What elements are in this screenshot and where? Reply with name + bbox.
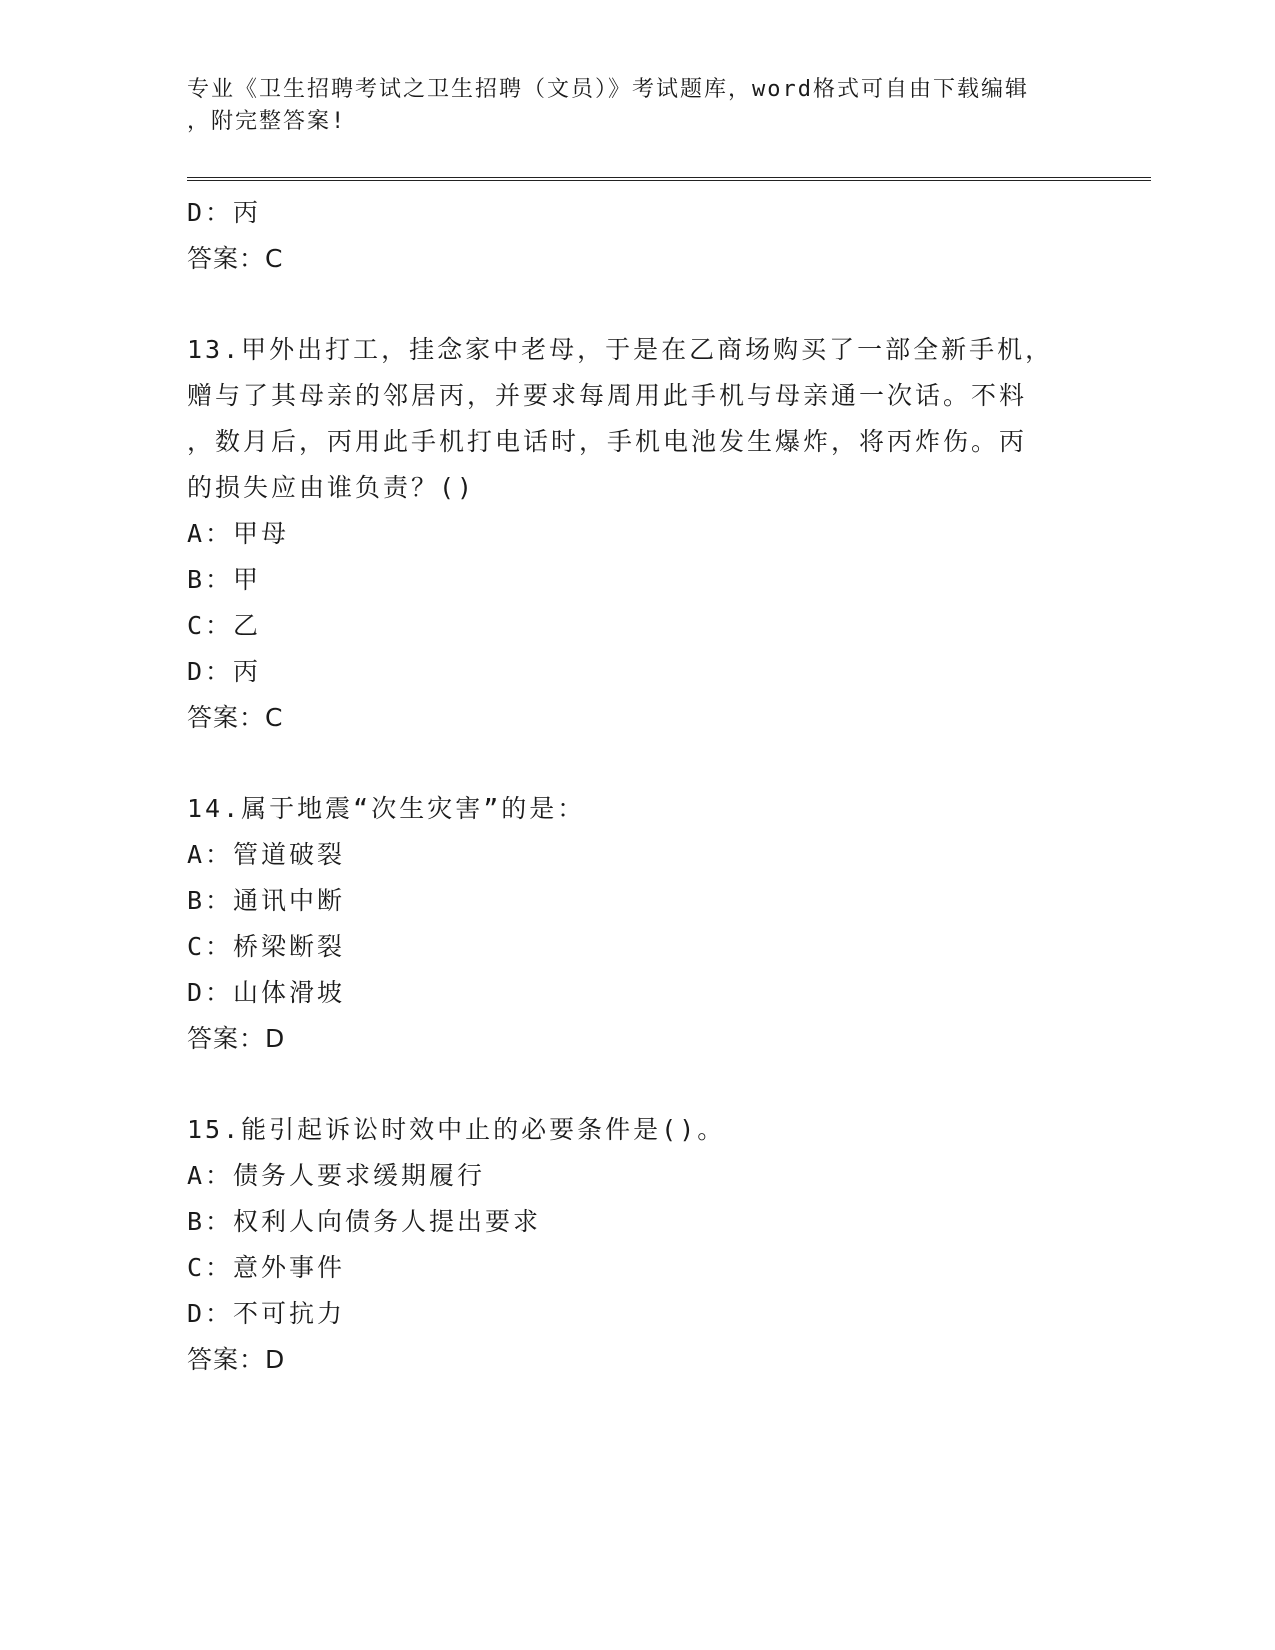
option-a: A：甲母: [187, 519, 290, 548]
question-text-line: 13.甲外出打工，挂念家中老母，于是在乙商场购买了一部全新手机，: [187, 335, 1054, 364]
option-d: D：不可抗力: [187, 1299, 346, 1328]
question-15: [187, 1107, 1087, 1383]
spacer: [187, 282, 1087, 327]
option-a: A：管道破裂: [187, 840, 346, 869]
option-c: C：桥梁断裂: [187, 932, 346, 961]
answer: 答案：D: [187, 1345, 286, 1374]
question-text-line: 14.属于地震“次生灾害”的是：: [187, 794, 586, 823]
header-line-2: ，附完整答案!: [187, 109, 347, 134]
header-line-1: 专业《卫生招聘考试之卫生招聘（文员）》考试题库，word格式可自由下载编辑: [187, 77, 1029, 102]
option-c: C：意外事件: [187, 1253, 346, 1282]
option-a: A：债务人要求缓期履行: [187, 1161, 486, 1190]
question-13: [187, 327, 1087, 741]
option-b: B：甲: [187, 565, 262, 594]
question-content: [187, 190, 1087, 1383]
header-divider: [187, 177, 1151, 181]
prev-answer: 答案：C: [187, 244, 284, 273]
option-b: B：权利人向债务人提出要求: [187, 1207, 542, 1236]
spacer: [187, 741, 1087, 786]
spacer: [187, 1062, 1087, 1107]
prev-option-d: D：丙: [187, 198, 262, 227]
question-text-line: 的损失应由谁负责？(): [187, 473, 476, 502]
option-d: D：山体滑坡: [187, 978, 346, 1007]
option-c: C：乙: [187, 611, 262, 640]
option-d: D：丙: [187, 657, 262, 686]
option-b: B：通讯中断: [187, 886, 346, 915]
answer: 答案：C: [187, 703, 284, 732]
question-text-line: ，数月后，丙用此手机打电话时，手机电池发生爆炸，将丙炸伤。丙: [187, 427, 1028, 456]
page-header: [187, 74, 1087, 138]
question-text-line: 15.能引起诉讼时效中止的必要条件是()。: [187, 1115, 726, 1144]
question-14: [187, 786, 1087, 1062]
answer: 答案：D: [187, 1024, 286, 1053]
question-text-line: 赠与了其母亲的邻居丙，并要求每周用此手机与母亲通一次话。不料: [187, 381, 1028, 410]
